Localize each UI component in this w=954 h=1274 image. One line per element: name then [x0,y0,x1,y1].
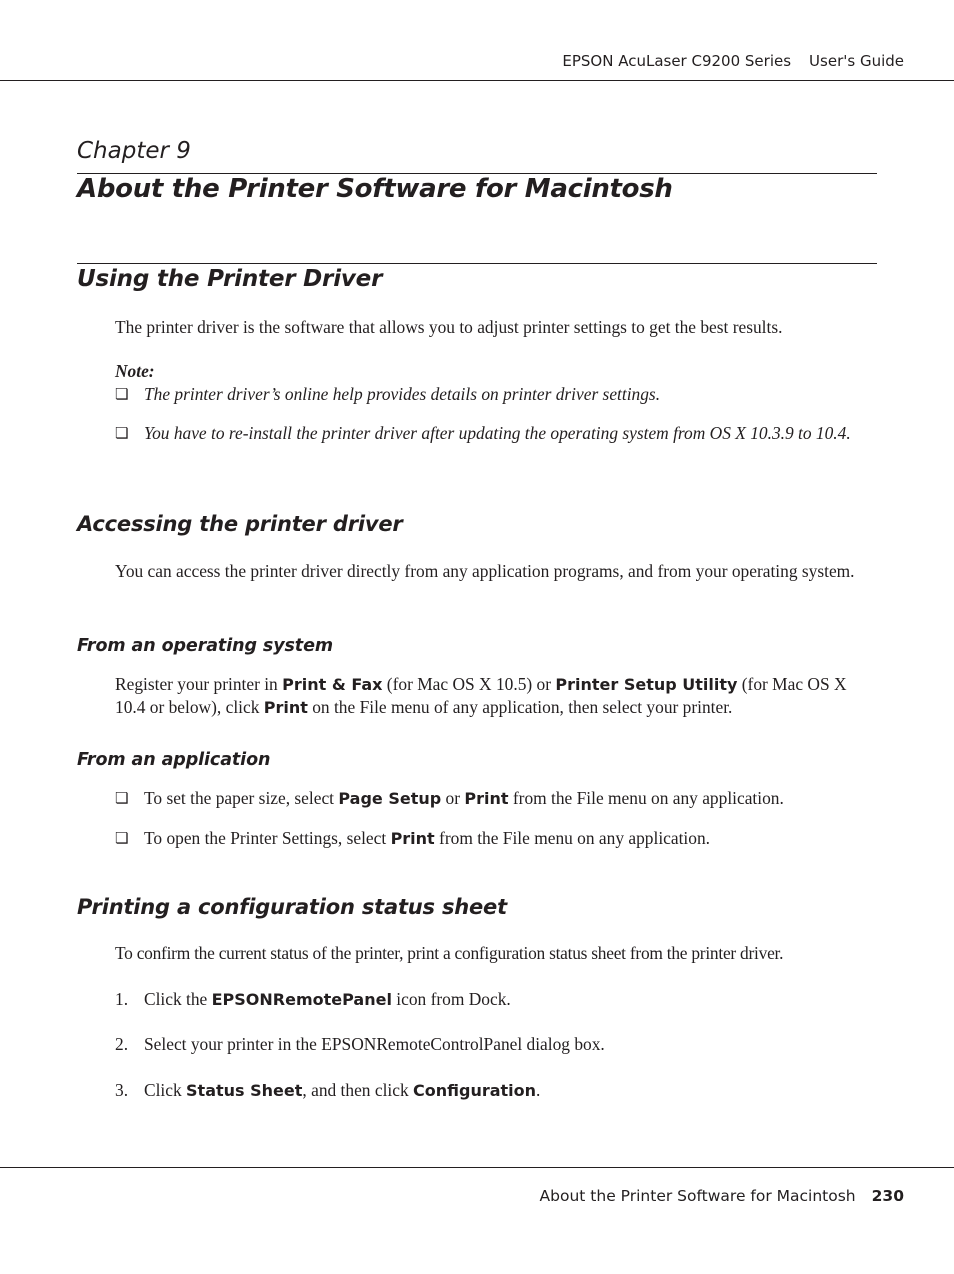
header-product: EPSON AcuLaser C9200 Series [562,52,792,70]
ui-term-print-fax: Print & Fax [282,675,383,694]
application-item: ❏ To open the Printer Settings, select Print from the File menu on any application. [115,828,710,848]
operating-system-paragraph: Register your printer in Print & Fax (for Mac OS X 10.5) or Printer Setup Utility (for Mac OS X 10.4 or below), click Print on the File menu of any application, then select your printer. [115,674,847,717]
ui-term-printer-setup-utility: Printer Setup Utility [555,675,738,694]
header-rule [0,80,954,81]
subheading-application: From an application [77,750,271,770]
checkbox-bullet-icon: ❏ [115,385,129,403]
status-sheet-intro: To confirm the current status of the printer, print a configuration status sheet from the printer driver. [115,943,784,963]
step-item: 1. Click the EPSONRemotePanel icon from Dock. [115,989,511,1009]
ui-term-print: Print [263,698,308,717]
step-item: 3. Click Status Sheet, and then click Configuration. [115,1080,541,1100]
note-text: The printer driver’s online help provides details on printer driver settings. [144,384,661,404]
running-footer [540,1187,904,1205]
checkbox-bullet-icon: ❏ [115,424,129,442]
ui-term-status-sheet: Status Sheet [186,1081,303,1100]
running-header [562,52,904,70]
section-heading-accessing: Accessing the printer driver [77,512,403,536]
note-text: You have to re-install the printer driver after updating the operating system from OS X 10.3.9 to 10.4. [144,423,851,443]
footer-section-name: About the Printer Software for Macintosh [539,1187,856,1205]
section-rule [77,263,877,264]
footer-rule [0,1167,954,1168]
ui-term-page-setup: Page Setup [338,789,442,808]
note-item [115,422,880,445]
header-guide: User's Guide [809,52,904,70]
checkbox-bullet-icon: ❏ [115,789,129,807]
ui-term-configuration: Configuration [413,1081,537,1100]
chapter-title: About the Printer Software for Macintosh [77,174,673,204]
accessing-intro: You can access the printer driver directly from any application programs, and from your operating system. [115,561,855,581]
page-number: 230 [871,1187,904,1205]
section-heading-status-sheet: Printing a configuration status sheet [77,895,507,919]
ui-term-epsonremotepanel: EPSONRemotePanel [211,990,392,1009]
ui-term-print: Print [390,829,435,848]
checkbox-bullet-icon: ❏ [115,829,129,847]
application-item: ❏ To set the paper size, select Page Setup or Print from the File menu on any application. [115,788,784,808]
note-label: Note: [115,361,155,381]
ui-term-print: Print [464,789,509,808]
chapter-label: Chapter 9 [77,138,191,164]
step-item: 2. Select your printer in the EPSONRemoteControlPanel dialog box. [115,1034,605,1054]
note-item [115,383,880,406]
driver-intro: The printer driver is the software that allows you to adjust printer settings to get the best results. [115,317,783,337]
section-heading-using-driver: Using the Printer Driver [77,266,383,292]
subheading-operating-system: From an operating system [77,636,333,656]
